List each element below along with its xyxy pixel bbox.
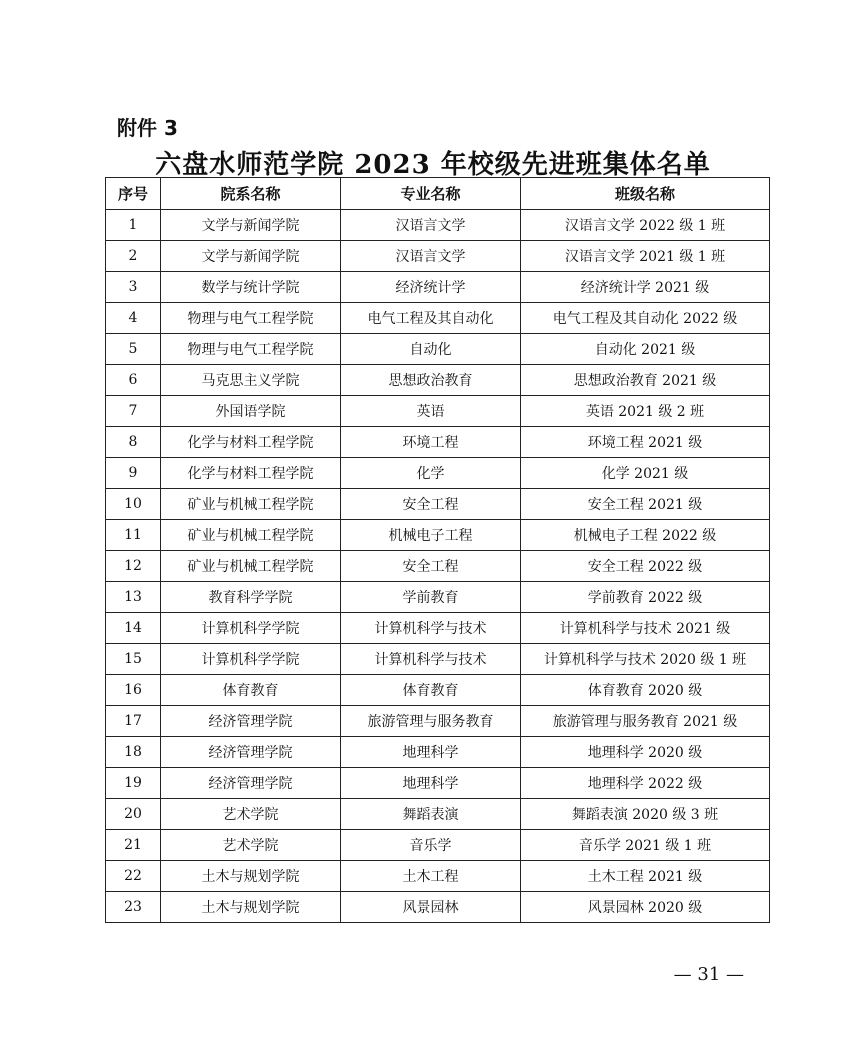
cell-major: 地理科学 (341, 737, 521, 768)
table-row (106, 737, 770, 768)
cell-department: 经济管理学院 (161, 706, 341, 737)
cell-index: 11 (106, 520, 161, 551)
cell-major: 体育教育 (341, 675, 521, 706)
cell-department: 教育科学学院 (161, 582, 341, 613)
cell-index: 9 (106, 458, 161, 489)
cell-department: 艺术学院 (161, 799, 341, 830)
table-row (106, 520, 770, 551)
cell-index: 3 (106, 272, 161, 303)
cell-major: 化学 (341, 458, 521, 489)
cell-major: 汉语言文学 (341, 210, 521, 241)
cell-class: 安全工程 2022 级 (521, 551, 770, 582)
cell-class: 体育教育 2020 级 (521, 675, 770, 706)
cell-major: 安全工程 (341, 489, 521, 520)
cell-department: 数学与统计学院 (161, 272, 341, 303)
cell-department: 经济管理学院 (161, 768, 341, 799)
header-class: 班级名称 (521, 178, 770, 210)
cell-index: 14 (106, 613, 161, 644)
cell-index: 5 (106, 334, 161, 365)
cell-class: 汉语言文学 2021 级 1 班 (521, 241, 770, 272)
header-major: 专业名称 (341, 178, 521, 210)
advanced-class-table (105, 177, 770, 923)
header-index: 序号 (106, 178, 161, 210)
cell-index: 1 (106, 210, 161, 241)
table-row (106, 551, 770, 582)
cell-department: 文学与新闻学院 (161, 241, 341, 272)
cell-class: 汉语言文学 2022 级 1 班 (521, 210, 770, 241)
table-row (106, 582, 770, 613)
cell-major: 英语 (341, 396, 521, 427)
cell-class: 电气工程及其自动化 2022 级 (521, 303, 770, 334)
cell-class: 地理科学 2022 级 (521, 768, 770, 799)
cell-department: 土木与规划学院 (161, 892, 341, 923)
cell-class: 英语 2021 级 2 班 (521, 396, 770, 427)
cell-index: 12 (106, 551, 161, 582)
cell-index: 13 (106, 582, 161, 613)
table-row (106, 303, 770, 334)
document-title: 六盘水师范学院 2023 年校级先进班集体名单 (155, 150, 711, 180)
cell-index: 7 (106, 396, 161, 427)
cell-class: 安全工程 2021 级 (521, 489, 770, 520)
cell-major: 环境工程 (341, 427, 521, 458)
table-row (106, 365, 770, 396)
table-row (106, 427, 770, 458)
cell-class: 音乐学 2021 级 1 班 (521, 830, 770, 861)
table-row (106, 458, 770, 489)
cell-department: 化学与材料工程学院 (161, 427, 341, 458)
table-row (106, 830, 770, 861)
cell-class: 自动化 2021 级 (521, 334, 770, 365)
cell-class: 化学 2021 级 (521, 458, 770, 489)
table-row (106, 675, 770, 706)
cell-index: 20 (106, 799, 161, 830)
cell-major: 计算机科学与技术 (341, 613, 521, 644)
cell-department: 化学与材料工程学院 (161, 458, 341, 489)
table-row (106, 489, 770, 520)
cell-major: 旅游管理与服务教育 (341, 706, 521, 737)
cell-department: 矿业与机械工程学院 (161, 520, 341, 551)
table-row (106, 396, 770, 427)
cell-department: 土木与规划学院 (161, 861, 341, 892)
page-number: — 31 — (673, 964, 744, 985)
cell-department: 艺术学院 (161, 830, 341, 861)
cell-index: 22 (106, 861, 161, 892)
cell-class: 机械电子工程 2022 级 (521, 520, 770, 551)
cell-department: 物理与电气工程学院 (161, 303, 341, 334)
cell-major: 电气工程及其自动化 (341, 303, 521, 334)
cell-index: 16 (106, 675, 161, 706)
cell-department: 外国语学院 (161, 396, 341, 427)
cell-department: 物理与电气工程学院 (161, 334, 341, 365)
table-row (106, 613, 770, 644)
table-row (106, 272, 770, 303)
table-row (106, 799, 770, 830)
attachment-label: 附件 3 (117, 116, 178, 140)
table-row (106, 861, 770, 892)
table-row (106, 892, 770, 923)
cell-major: 舞蹈表演 (341, 799, 521, 830)
cell-class: 思想政治教育 2021 级 (521, 365, 770, 396)
cell-department: 计算机科学学院 (161, 644, 341, 675)
cell-department: 矿业与机械工程学院 (161, 551, 341, 582)
cell-major: 音乐学 (341, 830, 521, 861)
table-row (106, 334, 770, 365)
cell-index: 17 (106, 706, 161, 737)
cell-major: 学前教育 (341, 582, 521, 613)
cell-class: 计算机科学与技术 2020 级 1 班 (521, 644, 770, 675)
cell-index: 19 (106, 768, 161, 799)
cell-department: 马克思主义学院 (161, 365, 341, 396)
cell-major: 经济统计学 (341, 272, 521, 303)
cell-department: 矿业与机械工程学院 (161, 489, 341, 520)
cell-department: 经济管理学院 (161, 737, 341, 768)
cell-index: 23 (106, 892, 161, 923)
cell-major: 安全工程 (341, 551, 521, 582)
cell-department: 计算机科学学院 (161, 613, 341, 644)
cell-major: 思想政治教育 (341, 365, 521, 396)
cell-class: 舞蹈表演 2020 级 3 班 (521, 799, 770, 830)
cell-major: 汉语言文学 (341, 241, 521, 272)
cell-class: 风景园林 2020 级 (521, 892, 770, 923)
cell-class: 旅游管理与服务教育 2021 级 (521, 706, 770, 737)
cell-class: 学前教育 2022 级 (521, 582, 770, 613)
cell-index: 4 (106, 303, 161, 334)
table-row (106, 210, 770, 241)
cell-major: 土木工程 (341, 861, 521, 892)
header-department: 院系名称 (161, 178, 341, 210)
table-row (106, 644, 770, 675)
cell-index: 6 (106, 365, 161, 396)
cell-major: 风景园林 (341, 892, 521, 923)
cell-index: 8 (106, 427, 161, 458)
cell-index: 2 (106, 241, 161, 272)
table-row (106, 768, 770, 799)
cell-major: 计算机科学与技术 (341, 644, 521, 675)
cell-index: 15 (106, 644, 161, 675)
cell-class: 地理科学 2020 级 (521, 737, 770, 768)
cell-major: 机械电子工程 (341, 520, 521, 551)
cell-index: 18 (106, 737, 161, 768)
cell-index: 10 (106, 489, 161, 520)
cell-class: 土木工程 2021 级 (521, 861, 770, 892)
table-row (106, 241, 770, 272)
table-row (106, 706, 770, 737)
cell-department: 文学与新闻学院 (161, 210, 341, 241)
cell-index: 21 (106, 830, 161, 861)
table-header-row (106, 178, 770, 210)
cell-department: 体育教育 (161, 675, 341, 706)
table-body (106, 210, 770, 923)
cell-class: 环境工程 2021 级 (521, 427, 770, 458)
cell-class: 经济统计学 2021 级 (521, 272, 770, 303)
cell-major: 地理科学 (341, 768, 521, 799)
cell-class: 计算机科学与技术 2021 级 (521, 613, 770, 644)
cell-major: 自动化 (341, 334, 521, 365)
